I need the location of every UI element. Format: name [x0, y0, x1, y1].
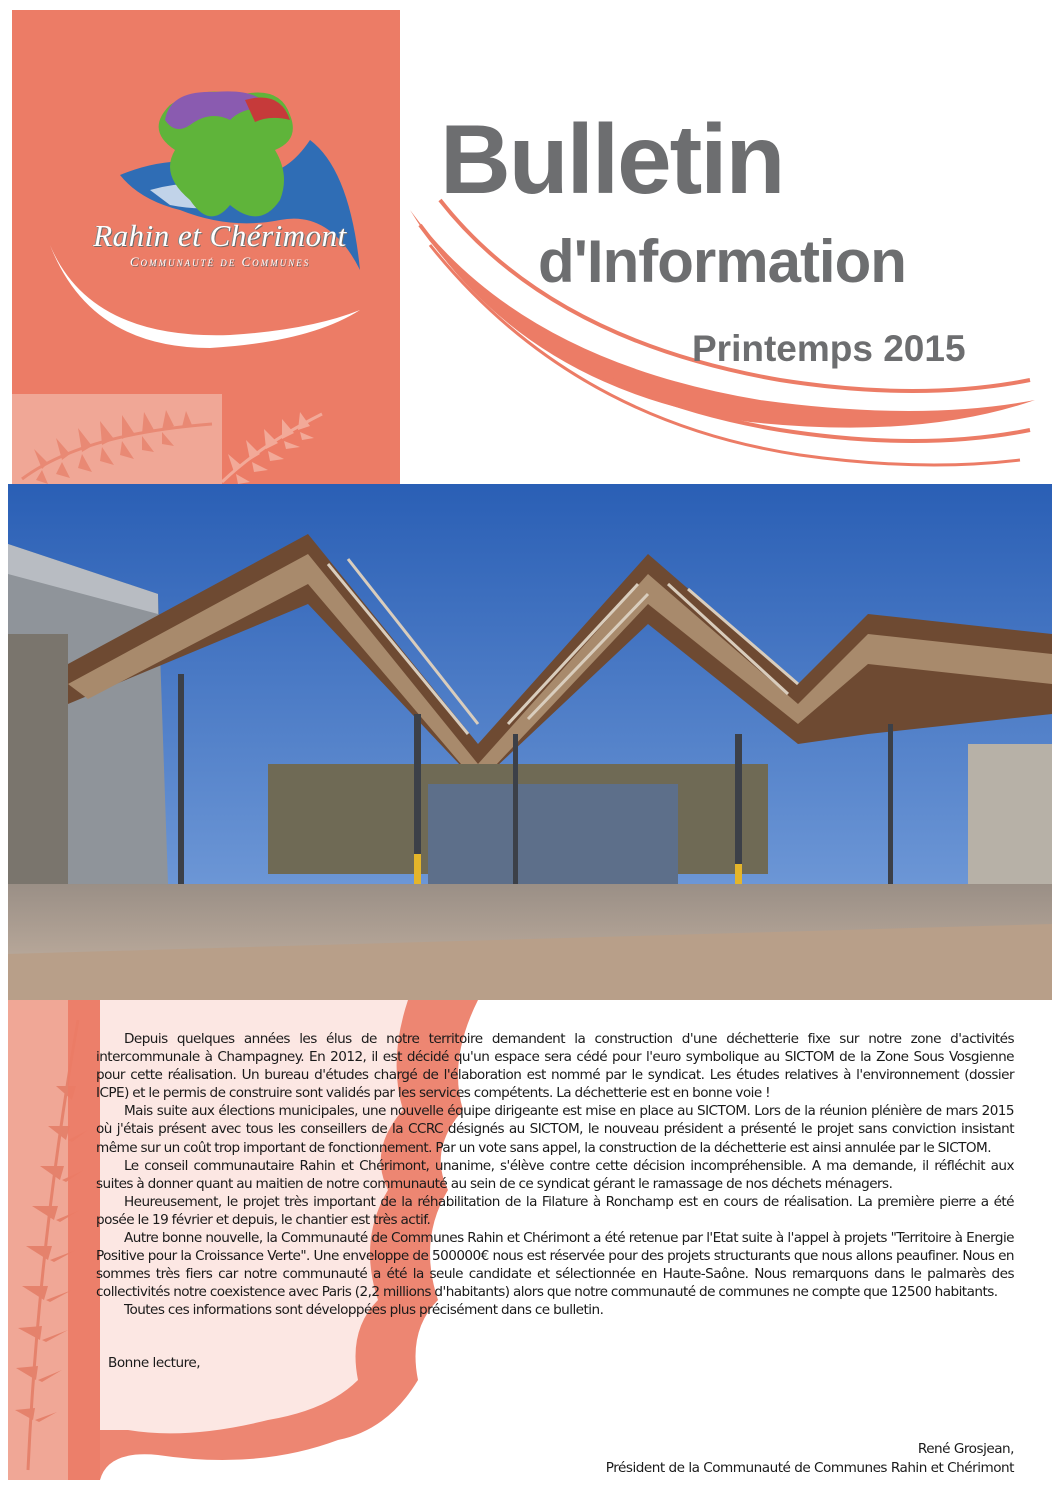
bulletin-title: Bulletin — [440, 104, 784, 214]
editorial-text — [96, 1030, 1014, 1320]
paragraph: Toutes ces informations sont développées plus précisément dans ce bulletin. — [124, 1302, 604, 1319]
paragraph: Mais suite aux élections municipales, une nouvelle équipe dirigeante est mise en place au SICTOM. Lors de la réunion plénière de mars 2015 où j'étais présent avec tous les conseillers de la CCRC désignés au SICTOM, le nouveau président a présenté le projet sans conviction insistant même sur un coût trop important de fonctionnement. Par un vote sans appel, la construction de la déchetterie est ainsi annulée par le SICTOM. — [96, 1103, 1014, 1156]
fern-decoration — [222, 394, 400, 484]
issue-season: Printemps 2015 — [692, 328, 966, 369]
fern-panel — [12, 394, 222, 484]
fern-decoration — [12, 394, 222, 484]
paragraph: Le conseil communautaire Rahin et Chérimont, unanime, s'élève contre cette décision incompréhensible. A ma demande, il réfléchit aux suites à donner quant au maitien de notre communauté au sein de ce syndicat gérant le ramassage de nos déchets ménagers. — [96, 1157, 1014, 1192]
paragraph: Autre bonne nouvelle, la Communauté de Communes Rahin et Chérimont a été retenue par l'Etat suite à l'appel à projets "Territoire à Energie Positive pour la Croissance Verte". Une enveloppe de 500000€ nous est réservée pour des projets structurants que nous allons peaufiner. Nous en sommes très fiers car notre communauté a été la seule candidate et sélectionnée en Haute-Saône. Nous remarquons dans le palmarès des collectivités notre coexistence avec Paris (2,2 millions d'habitants) alors que notre communauté de communes ne compte que 12500 habitants. — [96, 1230, 1014, 1301]
paragraph: Depuis quelques années les élus de notre territoire demandent la construction d'une déchetterie fixe sur notre zone d'activités intercommunale à Champagney. En 2012, il est décidé qu'un espace sera cédé pour l'euro symbolique au SICTOM de la Zone Sous Vosgienne pour cette réalisation. Un bureau d'études chargé de l'élaboration est nommé par le syndicat. Les études relatives à l'environnement (dossier ICPE) et le permis de construire sont validés par les services compétents. La déchetterie est en bonne voie ! — [96, 1031, 1014, 1102]
bulletin-subtitle: d'Information — [538, 228, 906, 295]
header-color-band-lower — [222, 394, 400, 484]
closing-salutation: Bonne lecture, — [108, 1355, 201, 1371]
logo-subtitle: Communauté de Communes — [129, 254, 311, 269]
logo-name: Rahin et Chérimont — [93, 218, 347, 253]
cover-photo — [8, 484, 1052, 1000]
signature-name: René Grosjean, — [917, 1441, 1014, 1457]
signature-role: Président de la Communauté de Communes Rahin et Chérimont — [605, 1460, 1014, 1476]
paragraph: Heureusement, le projet très important de la réhabilitation de la Filature à Ronchamp est en cours de réalisation. La première pierre a été posée le 19 février et depuis, le chantier est très actif. — [96, 1193, 1014, 1228]
building-photo — [8, 484, 1052, 1000]
